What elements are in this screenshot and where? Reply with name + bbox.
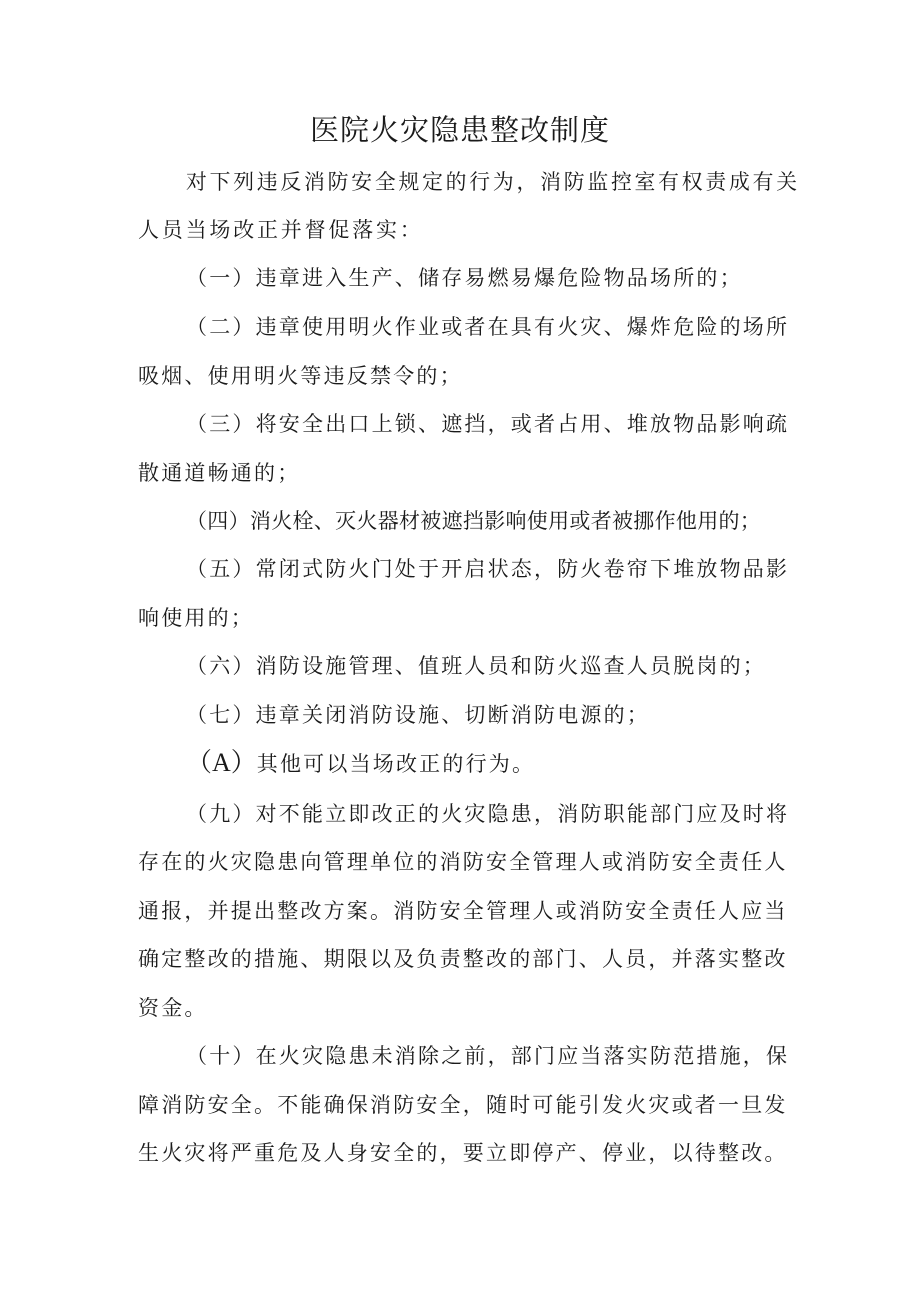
item-5-line-1: （五）常闭式防火门处于开启状态，防火卷帘下堆放物品影 — [186, 557, 790, 581]
item-9-line-5: 资金。 — [138, 996, 208, 1020]
item-9-line-3: 通报，并提出整改方案。消防安全管理人或消防安全责任人应当 — [138, 899, 788, 923]
item-9-line-2: 存在的火灾隐患向管理单位的消防安全管理人或消防安全责任人 — [138, 850, 788, 874]
item-10-line-1: （十）在火灾隐患未消除之前，部门应当落实防范措施，保 — [186, 1044, 790, 1068]
item-5-line-2: 响使用的； — [138, 606, 254, 630]
item-3-line-2: 散通道畅通的； — [138, 461, 301, 485]
item-7-line-1: （七）违章关闭消防设施、切断消防电源的； — [186, 703, 650, 727]
intro-line-2: 人员当场改正并督促落实： — [138, 218, 424, 242]
document-title: 医院火灾隐患整改制度 — [309, 113, 610, 147]
item-10-line-3: 生火灾将严重危及人身安全的，要立即停产、停业，以待整改。 — [138, 1141, 788, 1165]
item-9-line-1: （九）对不能立即改正的火灾隐患，消防职能部门应及时将 — [186, 802, 790, 826]
item-9-line-4: 确定整改的措施、期限以及负责整改的部门、人员，并落实整改 — [138, 947, 788, 971]
item-4-line-1: （四）消火栓、灭火器材被遮挡影响使用或者被挪作他用的； — [186, 509, 762, 533]
item-2-line-1: （二）违章使用明火作业或者在具有火灾、爆炸危险的场所 — [186, 315, 790, 339]
item-8-text: 其他可以当场改正的行为。 — [256, 752, 536, 776]
item-10-line-2: 障消防安全。不能确保消防安全，随时可能引发火灾或者一旦发 — [138, 1093, 788, 1117]
item-8-line-1 — [186, 748, 535, 779]
item-6-line-1: （六）消防设施管理、值班人员和防火巡查人员脱岗的； — [186, 654, 766, 678]
item-8-marker: （A） — [186, 748, 257, 777]
item-3-line-1: （三）将安全出口上锁、遮挡，或者占用、堆放物品影响疏 — [186, 412, 790, 436]
item-1-line-1: （一）违章进入生产、储存易燃易爆危险物品场所的； — [186, 266, 743, 290]
intro-line-1: 对下列违反消防安全规定的行为，消防监控室有权责成有关 — [186, 170, 800, 194]
item-2-line-2: 吸烟、使用明火等违反禁令的； — [138, 364, 463, 388]
